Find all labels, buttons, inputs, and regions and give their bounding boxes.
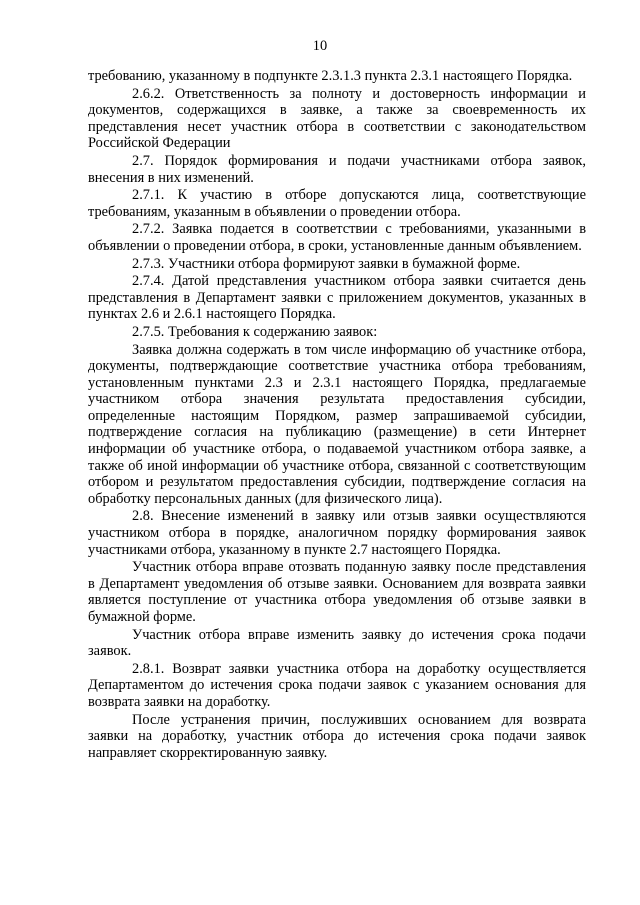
paragraph-application-content: Заявка должна содержать в том числе информацию об участнике отбора, документы, подтверждающие соответствие участника отбора требованиям, установленным пунктами 2.3 и 2.3.1 настоящего Порядка, предлагаемые участником отбора значения результата предоставления субсидии, определенные настоящим Порядком, размер запрашиваемой субсидии, подтверждение согласия на публикацию (размещение) в сети Интернет информации об участнике отбора, о подаваемой участником отбора заявке, а также об иной информации об участнике отбора, связанной с соответствующим отбором и результатом предоставления субсидии, подтверждение согласия на обработку персональных данных (для физического лица).	[88, 341, 586, 507]
paragraph-2-6-2: 2.6.2. Ответственность за полноту и достоверность информации и документов, содержащихся в заявке, а также за своевременность их представления несет участник отбора в соответствии с законодательством Российской Федерации	[88, 85, 586, 152]
paragraph-2-7: 2.7. Порядок формирования и подачи участниками отбора заявок, внесения в них изменений.	[88, 152, 586, 186]
paragraph-2-8: 2.8. Внесение изменений в заявку или отзыв заявки осуществляются участником отбора в порядке, аналогичном порядку формирования заявок участниками отбора, указанному в пункте 2.7 настоящего Порядка.	[88, 508, 586, 558]
paragraph-2-7-3: 2.7.3. Участники отбора формируют заявки в бумажной форме.	[132, 255, 521, 272]
paragraph-withdrawal: Участник отбора вправе отозвать поданную заявку после представления в Департамент уведомления об отзыве заявки. Основанием для возврата заявки является поступление от участника отбора уведомления об отзыве заявки в бумажной форме.	[88, 559, 586, 625]
document-body	[88, 68, 586, 762]
paragraph-2-7-5: 2.7.5. Требования к содержанию заявок:	[132, 323, 378, 340]
paragraph-continuation: требованию, указанному в подпункте 2.3.1.3 пункта 2.3.1 настоящего Порядка.	[88, 68, 573, 84]
paragraph-2-7-4: 2.7.4. Датой представления участником отбора заявки считается день представления в Департамент заявки с приложением документов, указанных в пунктах 2.6 и 2.6.1 настоящего Порядка.	[88, 273, 586, 323]
paragraph-resubmission: После устранения причин, послуживших основанием для возврата заявки на доработку, участник отбора до истечения срока подачи заявок направляет скорректированную заявку.	[88, 711, 586, 761]
page-number: 10	[312, 38, 328, 54]
paragraph-2-7-2: 2.7.2. Заявка подается в соответствии с требованиями, указанными в объявлении о проведении отбора, в сроки, установленные данным объявлением.	[88, 221, 586, 254]
paragraph-modification: Участник отбора вправе изменить заявку до истечения срока подачи заявок.	[88, 626, 586, 660]
paragraph-2-7-1: 2.7.1. К участию в отборе допускаются лица, соответствующие требованиям, указанным в объявлении о проведении отбора.	[88, 187, 586, 220]
paragraph-2-8-1: 2.8.1. Возврат заявки участника отбора на доработку осуществляется Департаментом до истечения срока подачи заявок с указанием основания для возврата заявки на доработку.	[88, 660, 586, 710]
